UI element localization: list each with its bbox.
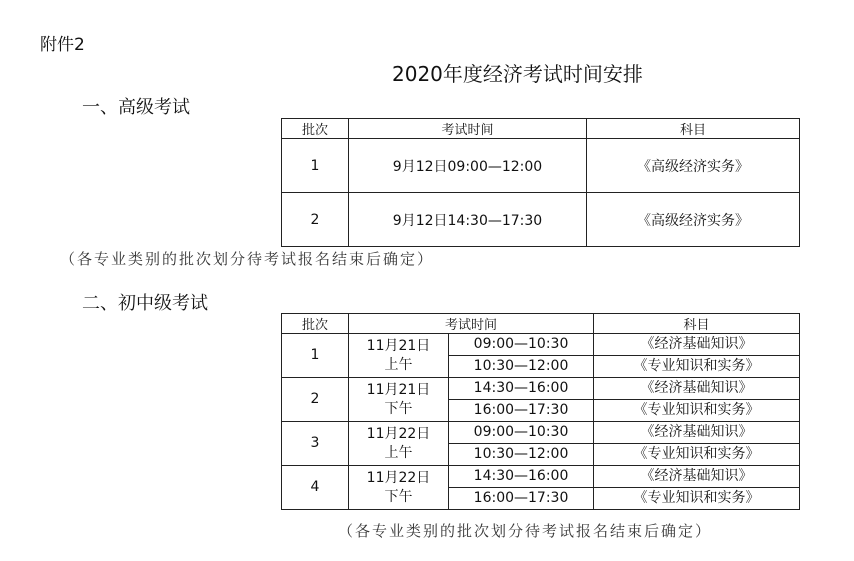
batch-cell: 1 bbox=[282, 334, 349, 378]
batch-cell: 2 bbox=[282, 193, 349, 247]
subject-cell: 《高级经济实务》 bbox=[587, 139, 800, 193]
section-senior-heading: 一、高级考试 bbox=[82, 97, 190, 118]
batch-cell: 1 bbox=[282, 139, 349, 193]
exam-day-cell bbox=[349, 378, 449, 422]
exam-period: 上午 bbox=[384, 356, 413, 373]
batch-cell: 4 bbox=[282, 466, 349, 510]
header-subject: 科目 bbox=[587, 119, 800, 139]
subject-cell: 《经济基础知识》 bbox=[594, 466, 800, 488]
table-header-row bbox=[282, 314, 800, 334]
exam-date: 11月22日 bbox=[366, 469, 431, 486]
table-row bbox=[282, 378, 800, 400]
exam-day-cell bbox=[349, 466, 449, 510]
exam-time-cell: 09:00—10:30 bbox=[449, 334, 594, 356]
exam-period: 下午 bbox=[384, 400, 413, 417]
table-row bbox=[282, 139, 800, 193]
senior-exam-table bbox=[281, 118, 800, 247]
table-header-row bbox=[282, 119, 800, 139]
subject-cell: 《高级经济实务》 bbox=[587, 193, 800, 247]
subject-cell: 《专业知识和实务》 bbox=[594, 444, 800, 466]
subject-cell: 《专业知识和实务》 bbox=[594, 488, 800, 510]
table-row bbox=[282, 334, 800, 356]
header-batch: 批次 bbox=[282, 314, 349, 334]
exam-date: 11月21日 bbox=[366, 381, 431, 398]
exam-time-cell: 16:00—17:30 bbox=[449, 400, 594, 422]
header-exam-time: 考试时间 bbox=[349, 314, 594, 334]
exam-period: 下午 bbox=[384, 488, 413, 505]
exam-date: 11月21日 bbox=[366, 337, 431, 354]
exam-date: 11月22日 bbox=[366, 425, 431, 442]
subject-cell: 《经济基础知识》 bbox=[594, 378, 800, 400]
exam-time-cell: 9月12日09:00—12:00 bbox=[349, 139, 587, 193]
senior-batch-note: （各专业类别的批次划分待考试报名结束后确定） bbox=[60, 250, 435, 268]
exam-time-cell: 16:00—17:30 bbox=[449, 488, 594, 510]
exam-time-cell: 10:30—12:00 bbox=[449, 444, 594, 466]
subject-cell: 《专业知识和实务》 bbox=[594, 400, 800, 422]
subject-cell: 《经济基础知识》 bbox=[594, 422, 800, 444]
table-row bbox=[282, 466, 800, 488]
exam-day-cell bbox=[349, 422, 449, 466]
header-subject: 科目 bbox=[594, 314, 800, 334]
exam-time-cell: 14:30—16:00 bbox=[449, 466, 594, 488]
exam-time-cell: 14:30—16:00 bbox=[449, 378, 594, 400]
exam-day-cell bbox=[349, 334, 449, 378]
subject-cell: 《经济基础知识》 bbox=[594, 334, 800, 356]
subject-cell: 《专业知识和实务》 bbox=[594, 356, 800, 378]
junior-exam-table bbox=[281, 313, 800, 510]
section-junior-heading: 二、初中级考试 bbox=[82, 293, 208, 314]
document-title: 2020年度经济考试时间安排 bbox=[392, 62, 643, 86]
table-row bbox=[282, 422, 800, 444]
header-batch: 批次 bbox=[282, 119, 349, 139]
attachment-label: 附件2 bbox=[40, 35, 85, 55]
junior-batch-note: （各专业类别的批次划分待考试报名结束后确定） bbox=[338, 522, 713, 540]
batch-cell: 2 bbox=[282, 378, 349, 422]
exam-time-cell: 09:00—10:30 bbox=[449, 422, 594, 444]
exam-period: 上午 bbox=[384, 444, 413, 461]
exam-time-cell: 9月12日14:30—17:30 bbox=[349, 193, 587, 247]
batch-cell: 3 bbox=[282, 422, 349, 466]
table-row bbox=[282, 193, 800, 247]
header-exam-time: 考试时间 bbox=[349, 119, 587, 139]
exam-time-cell: 10:30—12:00 bbox=[449, 356, 594, 378]
